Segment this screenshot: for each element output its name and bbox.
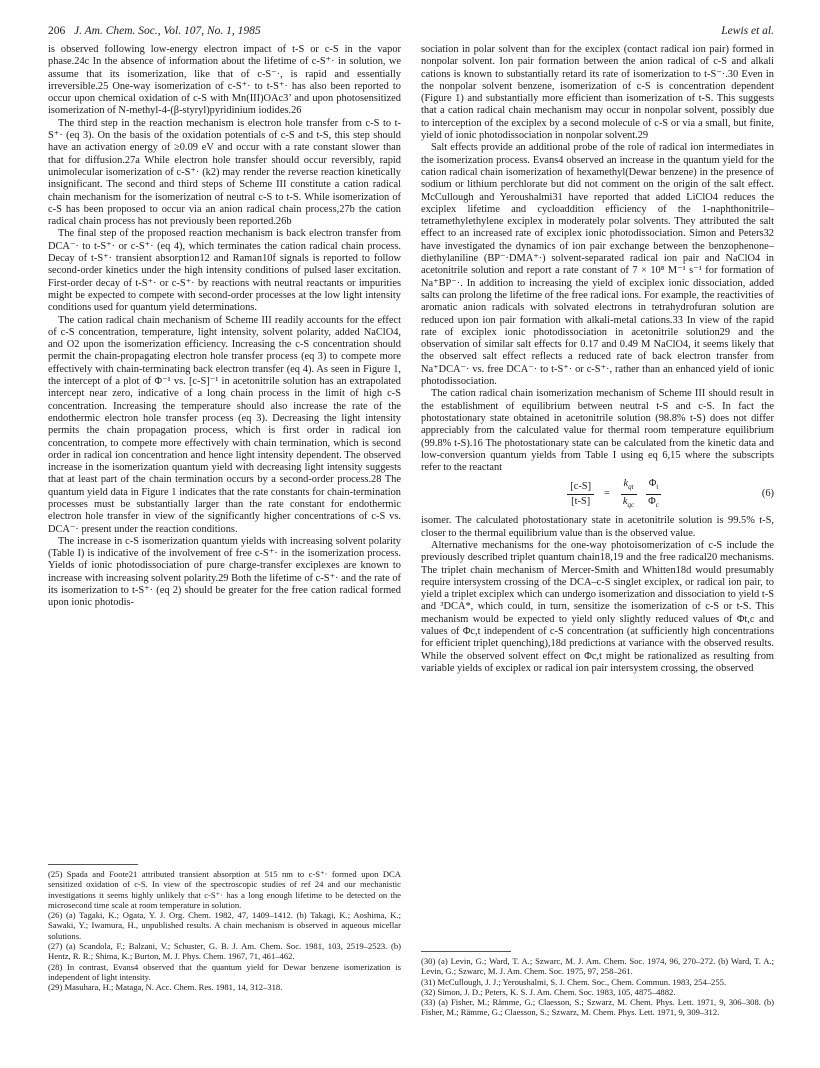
kqt: $k_{qt}$ xyxy=(621,478,637,495)
author-running-head: Lewis et al. xyxy=(721,25,774,37)
right-column-text-before-equation xyxy=(421,44,774,474)
quantum-yield-ratio xyxy=(645,478,662,511)
rate-constant-ratio xyxy=(620,478,637,511)
left-column xyxy=(48,44,401,610)
kqc: $k_{qc}$ xyxy=(622,495,635,509)
phi-c: $\Phi_c$ xyxy=(648,495,659,509)
running-header xyxy=(48,22,774,40)
body-paragraph: Alternative mechanisms for the one-way photoisomerization of c-S include the previously described triplet quantum chain18,19 and the free radical20 mechanisms. The triplet chain mechanism of Mercer-Smith and Whitten18d would presumably require intersystem crossing of the DCA–c-S singlet exciplex, or radical ion pair, to yield a triplet exciplex which can undergo isomerization and dissociation to yield t-S and ³DCA*, which could, in turn, sensitize the isomerization of c-S or t-S. This mechanism would be expected to yield only slightly reduced values of Φt,c and values of Φc,t independent of c-S concentration (at sufficiently high concentrations for efficient triplet quenching),18d predictions at variance with the observed results. While the observed solvent effect on Φc,t might be rationalized as resulting from variable yields of exciplex or radical ion pair intersystem crossing, the observed xyxy=(421,539,774,674)
body-paragraph: The third step in the reaction mechanism is electron hole transfer from c-S to t-S⁺· (eq 3). On the basis of the oxidation potentials of c-S and t-S, this step should have an activation energy of ≥0.09 eV and occur with a rate constant slower than that for diffusion.27a While electron hole transfer should occur reversibly, rapid unimolecular isomerization of c-S⁺· (k2) may render the reverse reaction kinetically insignificant. The second and third steps of Scheme III constitute a cation radical chain mechanism for the isomerization of neutral c-S to t-S. While isomerization of c-S has been proposed to occur via an anion radical chain process,27b the cation radical chain process has not previously been reported.26b xyxy=(48,117,401,228)
footnote: (27) (a) Scandola, F.; Balzani, V.; Schuster, G. B. J. Am. Chem. Soc. 1981, 103, 2519–2523. (b) Hentz, R. R.; Shima, K.; Burton, M. J. Phys. Chem. 1967, 71, 461–462. xyxy=(48,941,401,962)
footnotes-left xyxy=(48,869,401,993)
equation-number: (6) xyxy=(761,488,774,500)
footnote: (29) Masuhara, H.; Mataga, N. Acc. Chem. Res. 1981, 14, 312–318. xyxy=(48,982,283,993)
footnotes-right xyxy=(421,956,774,1018)
equation-6 xyxy=(421,476,774,512)
footnote: (32) Simon, J. D.; Peters, K. S. J. Am. Chem. Soc. 1983, 105, 4875–4882. xyxy=(421,986,676,997)
footnote: (25) Spada and Foote21 attributed transient absorption at 515 nm to c-S⁺· formed upon DCA sensitized oxidation of c-S. In view of the spectroscopic studies of ref 24 and our mechanistic investigations it seems highly unlikely that c-S⁺· has a long enough lifetime to be detected on the microsecond time scale at room temperature in solution. xyxy=(48,869,401,910)
right-column-text-after-equation xyxy=(421,515,774,675)
equals-sign: = xyxy=(604,488,610,500)
body-paragraph: The increase in c-S isomerization quantum yields with increasing solvent polarity (Table I) is indicative of the involvement of free c-S⁺· in the isomerization process. Yields of ionic photodissociation of pure charge-transfer exciplexes are known to increase with increasing solvent polarity.29 Both the lifetime of c-S⁺· and the rate of its isomerization to t-S⁺· (eq 2) should be greater for the free cation radical formed upon ionic photodis- xyxy=(48,535,401,609)
body-paragraph: The cation radical chain isomerization mechanism of Scheme III should result in the establishment of equilibrium between neutral t-S and c-S. In fact the photostationary state obtained in acetonitrile solution (98.8% t-S) does not differ appreciably from the calculated value for thermal room temperature equilibrium (99.8% t-S).16 The photostationary state can be calculated from the kinetic data and low-conversion quantum yields from Table I using eq 6,15 where the subscripts refer to the reactant xyxy=(421,388,774,474)
footnote-rule-left xyxy=(48,864,138,865)
right-column xyxy=(421,44,774,675)
concentration-ratio xyxy=(567,481,594,508)
footnote: (26) (a) Tagaki, K.; Ogata, Y. J. Org. Chem. 1982, 47, 1409–1412. (b) Takagi, K.; Aoshima, K.; Sawaki, Y.; Iwamura, H., unpublished results. A chain mechanism is observed in aqueous micellar solutions. xyxy=(48,910,401,941)
body-paragraph: The cation radical chain mechanism of Scheme III readily accounts for the effect of c-S concentration, temperature, light intensity, solvent polarity, added NaClO4, and O2 upon the isomerization efficiency. Increasing the c-S concentration should permit the chain-propagating electron hole transfer process (eq 3) to compete more effectively with chain-terminating back electron transfer (eq 4). As seen in Figure 1, the intercept of a plot of Φ⁻¹ vs. [c-S]⁻¹ in acetonitrile solution has an extrapolated intercept near zero, indicative of a long chain process in the limit of high c-S concentration. Increasing the temperature should also increase the rate of the endothermic electron hole transfer process (eq 3). Decreasing the light intensity permits the chain propagation process, which is first order in radical ion concentration, to compete more effectively with chain termination, which is second order in radical ion concentration and hence light intensity dependent. The observed increase in the isomerization quantum yield with decreasing light intensity suggests that at least part of the chain termination occurs by a second-order process.28 The quantum yield data in Figure 1 indicates that the rate constants for chain-termination processes must be substantially larger than the rate constant for endothermic electron hole transfer in view of the significantly higher concentrations of c-S vs. DCA⁻· present under the reaction conditions. xyxy=(48,314,401,535)
footnote: (28) In contrast, Evans4 observed that the quantum yield for Dewar benzene isomerization is independent of light intensity. xyxy=(48,961,401,982)
page-number: 206 xyxy=(48,25,66,37)
body-paragraph: isomer. The calculated photostationary state in acetonitrile solution is 99.5% t-S, closer to the thermal equilibrium value than is the observed value. xyxy=(421,515,774,539)
body-paragraph: sociation in polar solvent than for the exciplex (contact radical ion pair) formed in nonpolar solvent. Ion pair formation between the anion radical of c-S and alkali cations is known to substantially retard its rate of isomerization to t-S⁻·.30 Even in the nonpolar solvent benzene, isomerization of c-S is concentration dependent (Figure 1) and substantially more efficient than isomerization of t-S. This suggests that a cation radical chain mechanism may occur in nonpolar solvent, possibly due to interception of the exciplex by a second molecule of c-S or via a small, but finite, yield of ionic photodissociation in nonpolar solvent.29 xyxy=(421,44,774,142)
phi-t: $\Phi_t$ xyxy=(646,478,662,495)
body-paragraph: The final step of the proposed reaction mechanism is back electron transfer from DCA⁻· to t-S⁺· or c-S⁺· (eq 4), which terminates the cation radical chain process. Decay of t-S⁺· transient absorption12 and Raman10f signals is reported to follow second-order kinetics under the high intensity conditions of pulsed laser excitation. First-order decay of t-S⁺· or c-S⁺· by reactions with neutral reactants or impurities might be expected to compete with second-order processes at the low light intensity conditions used for quantum yield determinations. xyxy=(48,228,401,314)
trans-concentration: [t-S] xyxy=(571,495,591,507)
footnote: (31) McCullough, J. J.; Yeroushalmi, S. J. Chem. Soc., Chem. Commun. 1983, 254–255. xyxy=(421,976,727,987)
footnote: (33) (a) Fisher, M.; Rämme, G.; Claesson, S.; Szwarz, M. Chem. Phys. Lett. 1971, 9, 306–308. (b) Fisher, M.; Rämme, G.; Claesson, S.; Szwarz, M. Chem. Phys. Lett. 1971, 9, 309–312. xyxy=(421,997,774,1018)
footnote-rule-right xyxy=(421,951,511,952)
body-paragraph: is observed following low-energy electron impact of t-S or c-S in the vapor phase.24c In the absence of information about the lifetime of c-S⁺· in solution, we assume that its isomerization, like that of c-S⁻·, is rapid and essentially irreversible.25 One-way isomerization of c-S⁺· to t-S⁺· has also been reported to occur upon chemical oxidation of c-S with Mn(III)OAc3’ and upon photosensitized isomerization of N-methyl-4-(β-styryl)pyridinium iodides.26 xyxy=(48,44,401,117)
cis-concentration: [c-S] xyxy=(567,481,594,495)
journal-citation: J. Am. Chem. Soc., Vol. 107, No. 1, 1985 xyxy=(74,25,261,37)
footnote: (30) (a) Levin, G.; Ward, T. A.; Szwarc, M. J. Am. Chem. Soc. 1974, 96, 270–272. (b) Ward, T. A.; Levin, G.; Szwarc, M. J. Am. Chem. Soc. 1975, 97, 258–261. xyxy=(421,956,774,977)
body-paragraph: Salt effects provide an additional probe of the role of radical ion intermediates in the isomerization process. Evans4 observed an increase in the quantum yield for the cation radical chain isomerization of hexamethyl(Dewar benzene) in the presence of sodium or lithium perchlorate but did not comment on the origin of the salt effect. McCullough and Yeroushalmi31 have reported that added LiClO4 reduces the exciplex lifetime and cycloaddition efficiency of the 1-naphthonitrile–tetramethylethylene exciplex in moderately polar solvents. They attributed the salt effect to an increased rate of exciplex ionic photodissociation. Simon and Peters32 have investigated the dynamics of ion pair exchange between the benzophenone–diethylaniline (BP⁻·DMA⁺·) solvent-separated radical ion pair and NaClO4 in acetonitrile solution and report a rate constant of 7 × 10⁸ M⁻¹ s⁻¹ for formation of Na⁺BP⁻·. In addition to increasing the yield of exciplex ionic dissociation, added salts can prolong the lifetime of the free radical ions. For example, the reactivities of aromatic anion radicals with solvated electrons in tetrahydrofuran solution are reduced upon ion pair formation with alkali-metal cations.33 In view of the rapid rate of exciplex ionic photodissociation in acetonitrile solution29 and the observation of similar salt effects for 0.17 and 0.49 M NaClO4, it seems likely that the observed salt effect reflects a reduced rate of back electron transfer from Na⁺DCA⁻· vs. free DCA⁻· to t-S⁺· or c-S⁺·, rather than an enhanced yield of ionic photodissociation. xyxy=(421,142,774,388)
equation-body xyxy=(563,478,666,511)
